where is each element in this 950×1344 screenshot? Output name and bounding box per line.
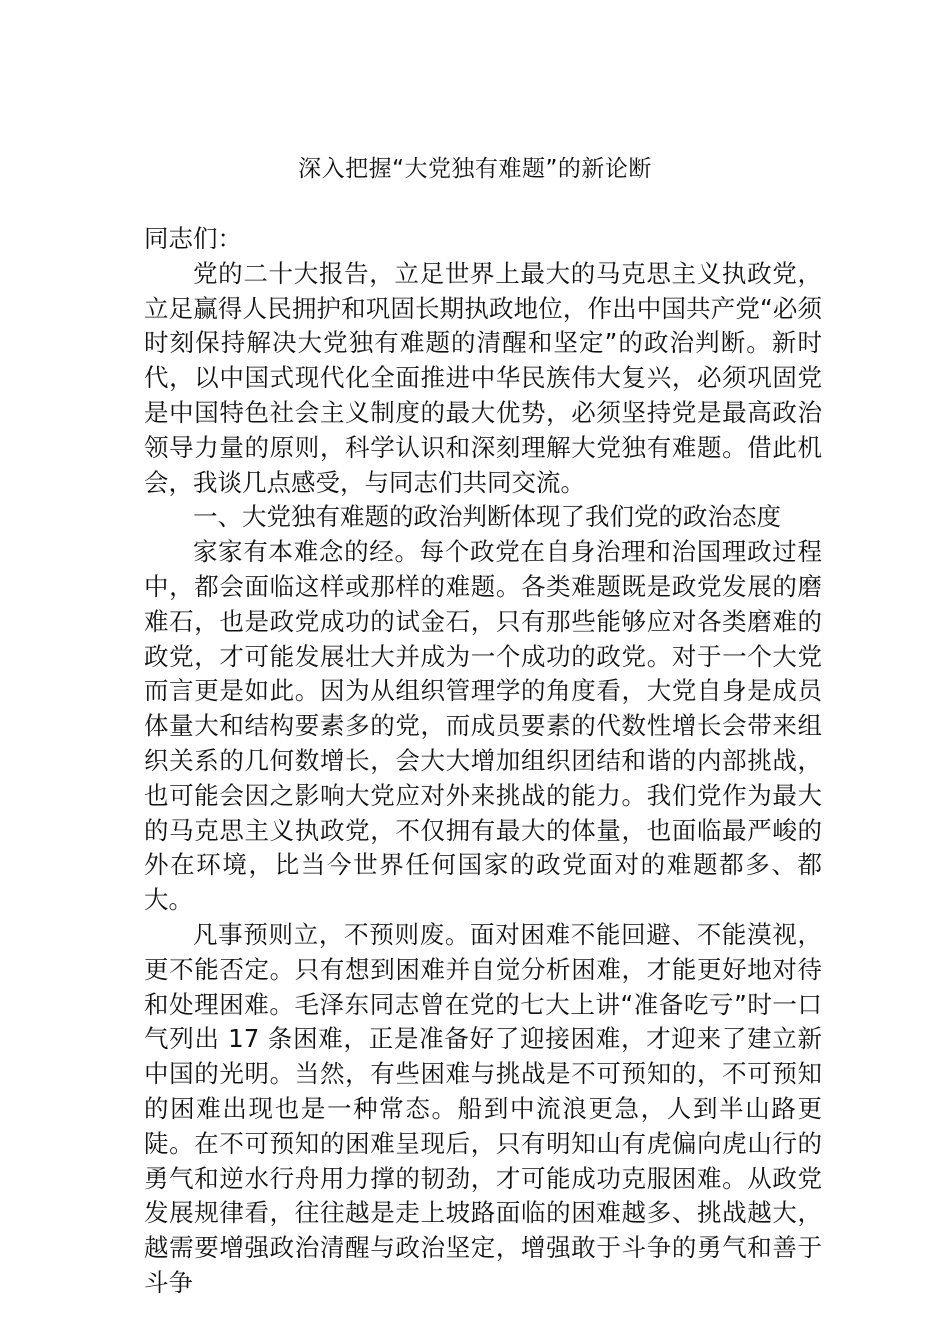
paragraph-preparation: 凡事预则立，不预则废。面对困难不能回避、不能漠视，更不能否定。只有想到困难并自觉分析困难，才能更好地对待和处理困难。毛泽东同志曾在党的七大上讲“准备吃亏”时一口气列出 17 条困难，正是准备好了迎接困难，才迎来了建立新中国的光明。当然，有些困难与挑战是不可预知的，不可预知的困难出现也是一种常态。船到中流浪更急，人到半山路更陡。在不可预知的困难呈现后，只有明知山有虎偏向虎山行的勇气和逆水行舟用力撑的韧劲，才可能成功克服困难。从政党发展规律看，往往越是走上坡路面临的困难越多、挑战越大，越需要增强政治清醒与政治坚定，增强敢于斗争的勇气和善于斗争 xyxy=(144,919,822,1297)
document-title: 深入把握“大党独有难题”的新论断 xyxy=(298,156,652,182)
paragraph-intro: 党的二十大报告，立足世界上最大的马克思主义执政党，立足赢得人民拥护和巩固长期执政地位，作出中国共产党“必须时刻保持解决大党独有难题的清醒和坚定”的政治判断。新时代，以中国式现代化全面推进中华民族伟大复兴，必须巩固党是中国特色社会主义制度的最大优势，必须坚持党是最高政治领导力量的原则，科学认识和深刻理解大党独有难题。借此机会，我谈几点感受，与同志们共同交流。 xyxy=(144,258,822,497)
document-body xyxy=(144,222,822,1301)
section-heading-1: 一、大党独有难题的政治判断体现了我们党的政治态度 xyxy=(193,502,781,532)
greeting-line: 同志们： xyxy=(144,224,242,253)
paragraph-difficulties: 家家有本难念的经。每个政党在自身治理和治国理政过程中，都会面临这样或那样的难题。各类难题既是政党发展的磨难石，也是政党成功的试金石，只有那些能够应对各类磨难的政党，才可能发展壮大并成为一个成功的政党。对于一个大党而言更是如此。因为从组织管理学的角度看，大党自身是成员体量大和结构要素多的党，而成员要素的代数性增长会带来组织关系的几何数增长，会大大增加组织团结和谐的内部挑战，也可能会因之影响大党应对外来挑战的能力。我们党作为最大的马克思主义执政党，不仅拥有最大的体量，也面临最严峻的外在环境，比当今世界任何国家的政党面对的难题都多、都大。 xyxy=(144,537,822,915)
